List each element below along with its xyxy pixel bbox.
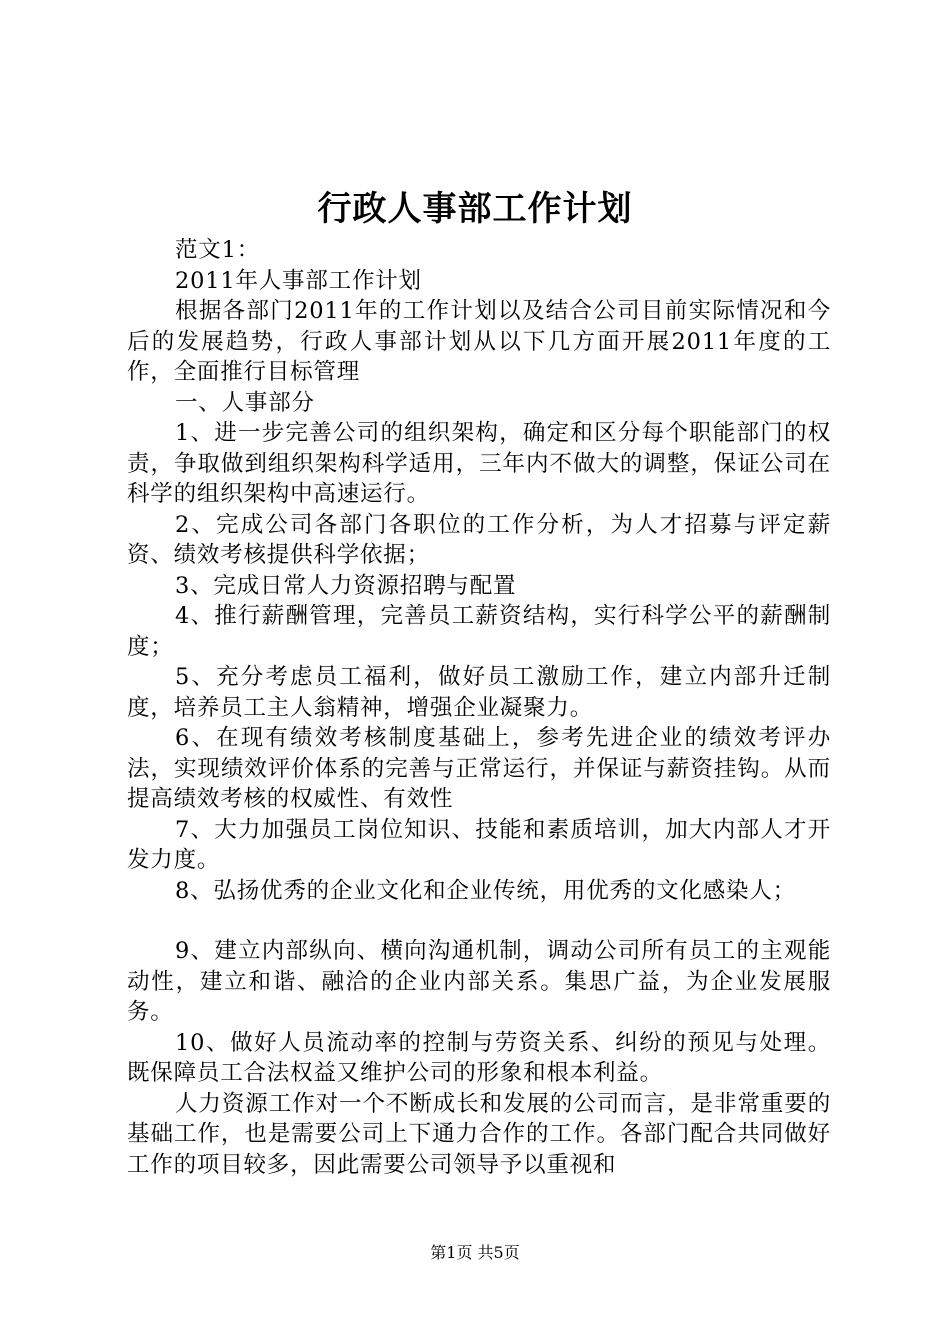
list-item-7: 7、大力加强员工岗位知识、技能和素质培训，加大内部人才开发力度。 — [127, 816, 831, 873]
paragraph-plan-heading: 2011年人事部工作计划 — [175, 267, 422, 294]
section-heading-personnel: 一、人事部分 — [175, 389, 315, 416]
list-item-4: 4、推行薪酬管理，完善员工薪资结构，实行科学公平的薪酬制度； — [127, 603, 831, 660]
list-item-1: 1、进一步完善公司的组织架构，确定和区分每个职能部门的权责，争取做到组织架构科学适用，三年内不做大的调整，保证公司在科学的组织架构中高速运行。 — [127, 420, 831, 507]
list-item-10: 10、做好人员流动率的控制与劳资关系、纠纷的预见与处理。既保障员工合法权益又维护公司的形象和根本利益。 — [127, 1029, 831, 1086]
list-item-9: 9、建立内部纵向、横向沟通机制，调动公司所有员工的主观能动性，建立和谐、融洽的企业内部关系。集思广益，为企业发展服务。 — [127, 938, 831, 1025]
list-item-3: 3、完成日常人力资源招聘与配置 — [175, 572, 517, 599]
document-title: 行政人事部工作计划 — [317, 189, 633, 229]
list-item-6: 6、在现有绩效考核制度基础上，参考先进企业的绩效考评办法，实现绩效评价体系的完善与正常运行，并保证与薪资挂钩。从而提高绩效考核的权威性、有效性 — [127, 725, 831, 812]
list-item-8: 8、弘扬优秀的企业文化和企业传统，用优秀的文化感染人； — [175, 877, 796, 904]
paragraph-closing: 人力资源工作对一个不断成长和发展的公司而言，是非常重要的基础工作，也是需要公司上下通力合作的工作。各部门配合共同做好工作的项目较多，因此需要公司领导予以重视和 — [127, 1090, 831, 1178]
paragraph-example-label: 范文1： — [175, 237, 261, 263]
list-item-2: 2、完成公司各部门各职位的工作分析，为人才招募与评定薪资、绩效考核提供科学依据； — [127, 511, 831, 568]
paragraph-spacer — [127, 906, 831, 936]
document-body — [127, 235, 831, 1180]
paragraph-intro: 根据各部门2011年的工作计划以及结合公司目前实际情况和今后的发展趋势，行政人事部计划从以下几方面开展2011年度的工作，全面推行目标管理 — [127, 298, 831, 385]
page-footer: 第1页 共5页 — [430, 1243, 520, 1262]
list-item-5: 5、充分考虑员工福利，做好员工激励工作，建立内部升迁制度，培养员工主人翁精神，增强企业凝聚力。 — [127, 664, 831, 721]
